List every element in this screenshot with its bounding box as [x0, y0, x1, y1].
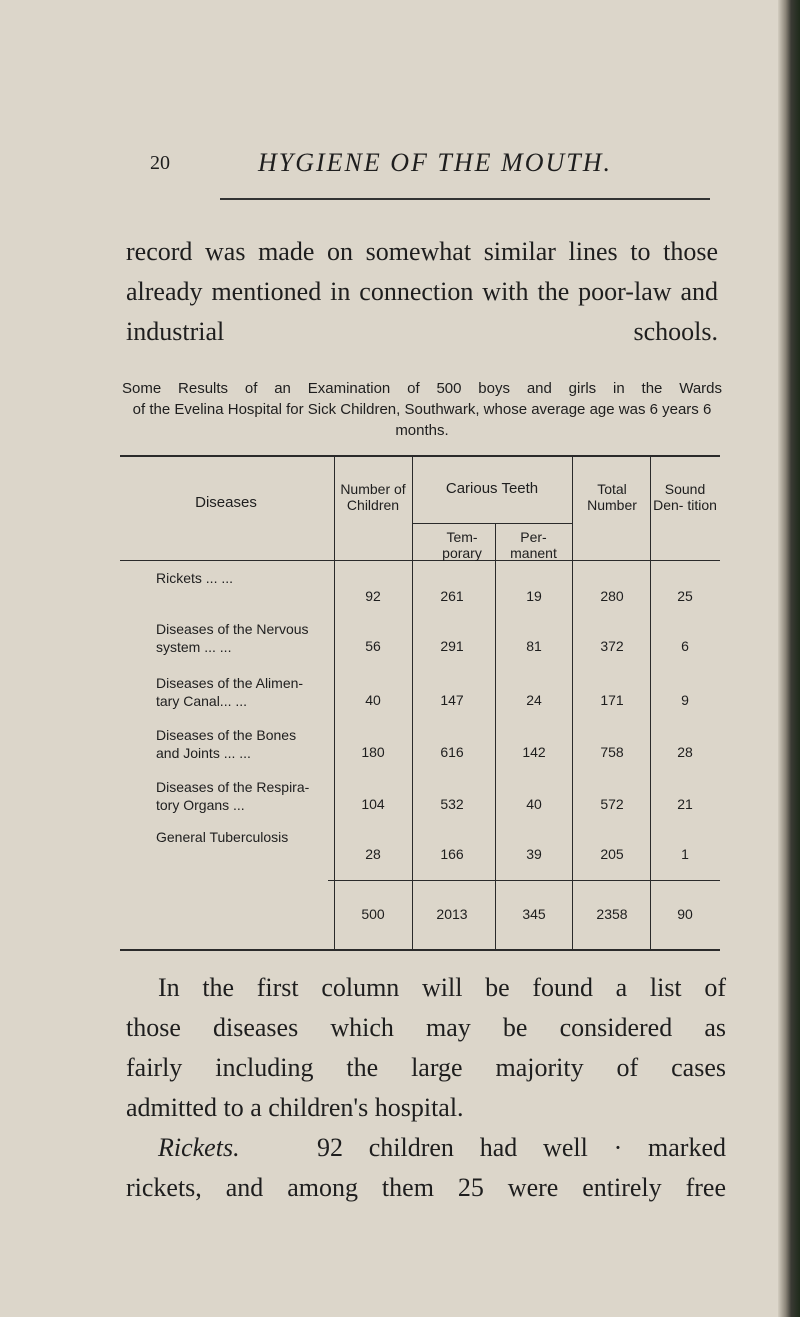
row-label: Diseases of the Alimen- tary Canal... ...	[156, 675, 304, 709]
page-number: 20	[150, 152, 170, 174]
carious-subheader-rule	[412, 523, 572, 524]
cell-children: 40	[365, 692, 381, 708]
table-top-rule	[120, 455, 720, 457]
cell-children: 104	[361, 796, 385, 812]
body-line: admitted to a children's hospital.	[126, 1093, 464, 1122]
total-children: 500	[361, 906, 385, 922]
cell-children: 92	[365, 588, 381, 604]
body-paragraph	[126, 968, 726, 1208]
header-sound-dentition: Sound Den- tition	[653, 481, 717, 513]
caption-rest: of the Evelina Hospital for Sick Children, Southwark, whose average age was 6 years 6 months.	[132, 401, 712, 439]
table-bottom-rule	[120, 949, 720, 951]
header-rule	[220, 198, 710, 200]
page-header	[150, 148, 750, 188]
total-permanent: 345	[522, 906, 546, 922]
body-line: fairly including the large majority of cases	[126, 1053, 726, 1082]
row-label: Diseases of the Bones and Joints ... ...	[156, 727, 297, 761]
body-line: In the first column will be found a list of	[158, 973, 726, 1002]
row-label: General Tuberculosis	[156, 829, 289, 845]
rickets-text: 92 children had well · marked	[316, 1133, 727, 1162]
results-table	[120, 455, 720, 955]
cell-total: 205	[600, 846, 624, 862]
running-title: HYGIENE OF THE MOUTH.	[258, 148, 612, 177]
header-carious-teeth: Carious Teeth	[445, 480, 539, 497]
header-permanent: Per- manent	[510, 529, 557, 561]
cell-temporary: 291	[440, 638, 464, 654]
col-divider-3	[495, 523, 496, 949]
cell-permanent: 142	[522, 744, 546, 760]
body-line: rickets, and among them 25 were entirely free	[126, 1173, 726, 1202]
header-diseases: Diseases	[195, 494, 257, 511]
rickets-heading: Rickets.	[158, 1133, 240, 1162]
cell-total: 758	[600, 744, 624, 760]
cell-sound: 28	[677, 744, 693, 760]
cell-temporary: 532	[440, 796, 464, 812]
cell-total: 572	[600, 796, 624, 812]
total-sound: 90	[677, 906, 693, 922]
row-label: Diseases of the Nervous system ... ...	[156, 621, 309, 655]
col-divider-5	[650, 455, 651, 949]
header-bottom-rule	[120, 560, 720, 561]
cell-permanent: 81	[526, 638, 542, 654]
col-divider-2	[412, 455, 413, 949]
page-edge	[778, 0, 800, 1317]
cell-permanent: 19	[526, 588, 542, 604]
totals-rule	[328, 880, 720, 881]
header-number-of-children: Number of Children	[340, 481, 406, 513]
cell-permanent: 40	[526, 796, 542, 812]
header-temporary: Tem- porary	[442, 529, 482, 561]
table-caption	[122, 378, 722, 441]
row-label: Rickets ... ...	[156, 570, 234, 586]
cell-temporary: 166	[440, 846, 464, 862]
header-total-number: Total Number	[587, 481, 637, 513]
cell-children: 180	[361, 744, 385, 760]
cell-sound: 25	[677, 588, 693, 604]
cell-temporary: 261	[440, 588, 464, 604]
cell-total: 372	[600, 638, 624, 654]
cell-total: 171	[600, 692, 624, 708]
cell-permanent: 39	[526, 846, 542, 862]
cell-children: 56	[365, 638, 381, 654]
cell-sound: 9	[681, 692, 689, 708]
rickets-line	[126, 1128, 726, 1168]
cell-total: 280	[600, 588, 624, 604]
total-temporary: 2013	[436, 906, 468, 922]
cell-permanent: 24	[526, 692, 542, 708]
total-total: 2358	[596, 906, 628, 922]
cell-temporary: 616	[440, 744, 464, 760]
cell-children: 28	[365, 846, 381, 862]
body-line: those diseases which may be considered as	[126, 1013, 726, 1042]
intro-paragraph: record was made on somewhat similar lines to those already mentioned in connection with the poor-law and industrial schools.	[126, 237, 718, 346]
cell-temporary: 147	[440, 692, 464, 708]
caption-line-1: Some Results of an Examination of 500 boys and girls in the Wards	[122, 380, 722, 397]
row-label: Diseases of the Respira- tory Organs ...	[156, 779, 310, 813]
col-divider-1	[334, 455, 335, 949]
cell-sound: 21	[677, 796, 693, 812]
col-divider-4	[572, 455, 573, 949]
cell-sound: 6	[681, 638, 689, 654]
cell-sound: 1	[681, 846, 689, 862]
